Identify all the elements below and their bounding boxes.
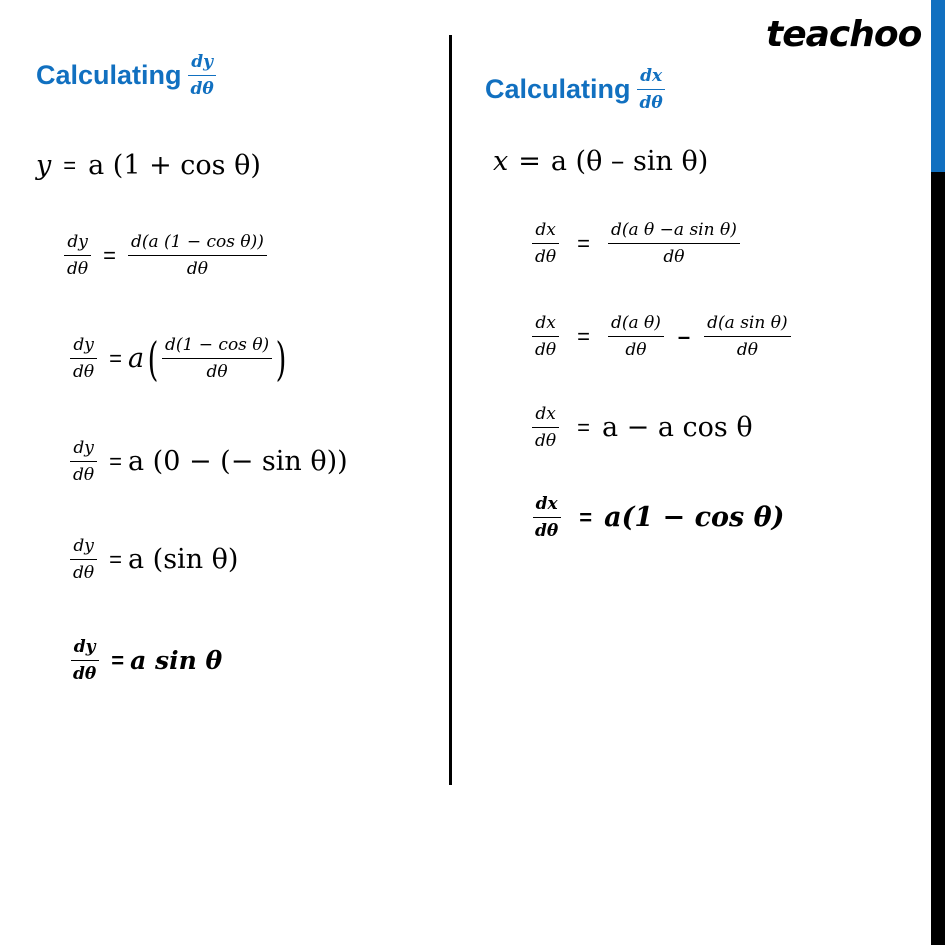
equation-rhs: a (1 + cos θ): [88, 150, 261, 181]
heading-fraction: [188, 52, 217, 99]
equation-lhs: x: [493, 146, 509, 177]
equals-sign: =: [103, 242, 116, 268]
numerator: d(1 − cos θ): [162, 335, 272, 359]
equals-sign: =: [577, 230, 590, 256]
equation-lhs: y: [36, 150, 52, 181]
denominator: dθ: [186, 259, 209, 279]
fraction-denominator: dθ: [190, 79, 214, 99]
numerator: d(a θ −a sin θ): [608, 220, 740, 244]
rhs-fraction: [162, 335, 272, 382]
denominator: dθ: [206, 362, 228, 382]
lhs-fraction: [532, 220, 559, 267]
numerator: dy: [70, 536, 97, 560]
equation-rhs: a (sin θ): [127, 544, 239, 575]
denominator: dθ: [535, 340, 557, 360]
column-divider: [449, 35, 452, 785]
x-derivative-step-3: [526, 404, 753, 451]
x-derivative-step-2: [526, 313, 797, 360]
numerator: d(a θ): [608, 313, 664, 337]
given-equation-y: [36, 150, 261, 181]
fraction-denominator: dθ: [639, 93, 663, 113]
rhs-fraction: [608, 313, 664, 360]
numerator: dx: [533, 494, 561, 518]
teachoo-logo: teachoo: [766, 14, 922, 55]
equals-sign: =: [109, 448, 122, 474]
denominator: dθ: [535, 431, 557, 451]
equation-rhs: a sin θ: [130, 646, 223, 675]
equals-sign: =: [579, 504, 593, 530]
equals-sign: =: [63, 152, 77, 178]
equation-rhs: a (θ – sin θ): [550, 146, 709, 177]
equals-sign: =: [577, 323, 590, 349]
lhs-fraction: [532, 313, 559, 360]
numerator: dy: [64, 232, 91, 256]
numerator: dy: [70, 335, 97, 359]
minus-sign: –: [677, 323, 691, 349]
equals-sign: =: [111, 647, 125, 673]
numerator: d(a sin θ): [704, 313, 790, 337]
equals-sign: =: [109, 345, 122, 371]
denominator: dθ: [663, 247, 685, 267]
equals-sign: =: [577, 414, 590, 440]
equation-rhs: a (0 − (− sin θ)): [127, 446, 348, 477]
x-derivative-step-1: [526, 220, 746, 267]
left-heading: [36, 52, 223, 99]
rhs-fraction-2: [704, 313, 790, 360]
denominator: dθ: [73, 664, 97, 684]
numerator: dy: [71, 637, 99, 661]
equation-rhs: a − a cos θ: [601, 412, 753, 443]
numerator: dx: [532, 220, 558, 244]
denominator: dθ: [535, 247, 557, 267]
equation-rhs: a(1 − cos θ): [604, 502, 785, 533]
lhs-fraction: [64, 232, 91, 279]
heading-text: Calculating: [485, 74, 631, 104]
denominator: dθ: [73, 563, 95, 583]
denominator: dθ: [625, 340, 647, 360]
left-paren: (: [147, 331, 159, 386]
denominator: dθ: [736, 340, 758, 360]
derivative-step-3: [64, 438, 348, 485]
denominator: dθ: [73, 362, 95, 382]
rhs-fraction: [608, 220, 740, 267]
equals-sign: =: [109, 546, 122, 572]
side-bar-dark: [931, 172, 945, 945]
numerator: dx: [532, 313, 558, 337]
heading-fraction: [637, 66, 666, 113]
lhs-fraction: [70, 536, 97, 583]
lhs-fraction: [70, 335, 97, 382]
side-bar-accent: [931, 0, 945, 172]
given-equation-x: [493, 146, 708, 177]
equals-sign: =: [518, 146, 541, 177]
heading-text: Calculating: [36, 60, 182, 90]
derivative-step-2: [64, 331, 290, 386]
lhs-fraction: [532, 404, 559, 451]
right-paren: ): [275, 331, 287, 386]
numerator: dy: [70, 438, 97, 462]
derivative-step-1: [58, 232, 273, 279]
right-heading: [485, 66, 672, 113]
dx-dtheta-result: [526, 494, 784, 541]
lhs-fraction: [532, 494, 561, 541]
denominator: dθ: [73, 465, 95, 485]
constant-a: a: [127, 343, 145, 374]
lhs-fraction: [70, 637, 99, 684]
fraction-numerator: dy: [188, 52, 216, 76]
fraction-numerator: dx: [637, 66, 665, 90]
dy-dtheta-result: [64, 637, 222, 684]
numerator: dx: [532, 404, 558, 428]
denominator: dθ: [67, 259, 89, 279]
rhs-fraction: [128, 232, 267, 279]
numerator: d(a (1 − cos θ)): [128, 232, 267, 256]
lhs-fraction: [70, 438, 97, 485]
derivative-step-4: [64, 536, 238, 583]
denominator: dθ: [535, 521, 559, 541]
